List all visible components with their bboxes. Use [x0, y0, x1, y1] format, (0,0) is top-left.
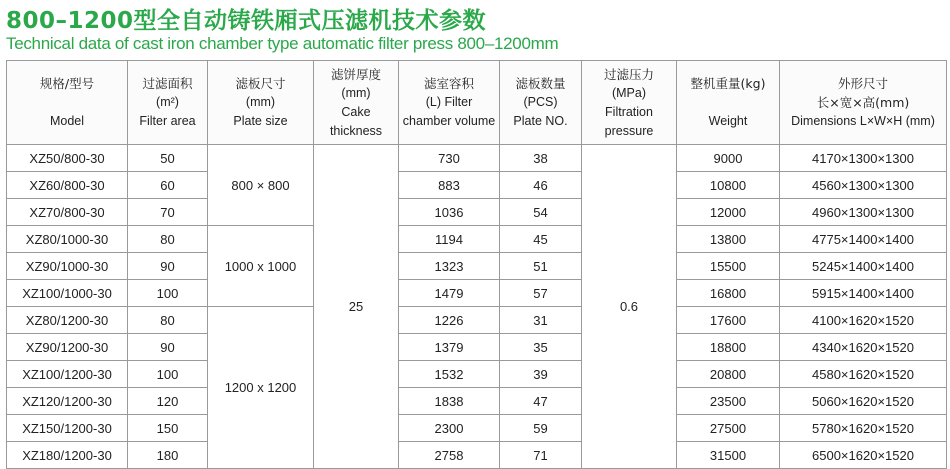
table-row — [7, 307, 947, 334]
cell-weight: 12000 — [677, 199, 780, 226]
header-plate-size: 滤板尺寸 (mm) Plate size — [208, 61, 314, 145]
cell-filter-area: 150 — [128, 415, 208, 442]
cell-dimensions: 5780×1620×1520 — [780, 415, 947, 442]
cell-chamber-volume: 1532 — [399, 361, 500, 388]
table-header-row — [7, 61, 947, 145]
cell-model: XZ120/1200-30 — [7, 388, 128, 415]
header-filtration-pressure: 过滤压力 (MPa) Filtration pressure — [582, 61, 677, 145]
table-row — [7, 253, 947, 280]
cell-weight: 16800 — [677, 280, 780, 307]
table-row — [7, 442, 947, 469]
cell-plate-number: 35 — [500, 334, 582, 361]
cell-model: XZ90/1200-30 — [7, 334, 128, 361]
cell-filter-area: 120 — [128, 388, 208, 415]
cell-filter-area: 50 — [128, 145, 208, 172]
cell-chamber-volume: 1036 — [399, 199, 500, 226]
table-row — [7, 415, 947, 442]
header-plate-number: 滤板数量 (PCS) Plate NO. — [500, 61, 582, 145]
cell-dimensions: 4775×1400×1400 — [780, 226, 947, 253]
cell-chamber-volume: 1323 — [399, 253, 500, 280]
cell-filter-area: 60 — [128, 172, 208, 199]
cell-model: XZ50/800-30 — [7, 145, 128, 172]
cell-model: XZ60/800-30 — [7, 172, 128, 199]
cell-model: XZ70/800-30 — [7, 199, 128, 226]
table-row — [7, 334, 947, 361]
cell-model: XZ80/1200-30 — [7, 307, 128, 334]
cell-model: XZ100/1200-30 — [7, 361, 128, 388]
cell-dimensions: 4580×1620×1520 — [780, 361, 947, 388]
cell-dimensions: 4560×1300×1300 — [780, 172, 947, 199]
header-cake-thickness: 滤饼厚度 (mm) Cake thickness — [314, 61, 399, 145]
cell-filter-area: 180 — [128, 442, 208, 469]
table-row — [7, 145, 947, 172]
table-row — [7, 226, 947, 253]
cell-chamber-volume: 1379 — [399, 334, 500, 361]
cell-model: XZ100/1000-30 — [7, 280, 128, 307]
cell-chamber-volume: 1194 — [399, 226, 500, 253]
cell-chamber-volume: 1838 — [399, 388, 500, 415]
cell-cake-thickness: 25 — [314, 145, 399, 469]
cell-plate-size: 800 × 800 — [208, 145, 314, 226]
page-title-chinese: 800–1200型全自动铸铁厢式压滤机技术参数 — [6, 8, 487, 34]
cell-weight: 9000 — [677, 145, 780, 172]
cell-plate-size: 1000 x 1000 — [208, 226, 314, 307]
cell-weight: 20800 — [677, 361, 780, 388]
cell-plate-number: 39 — [500, 361, 582, 388]
cell-plate-number: 31 — [500, 307, 582, 334]
cell-weight: 27500 — [677, 415, 780, 442]
header-weight: 整机重量(kg) Weight — [677, 61, 780, 145]
table-row — [7, 388, 947, 415]
cell-weight: 17600 — [677, 307, 780, 334]
cell-dimensions: 5245×1400×1400 — [780, 253, 947, 280]
cell-weight: 15500 — [677, 253, 780, 280]
cell-chamber-volume: 883 — [399, 172, 500, 199]
cell-plate-number: 47 — [500, 388, 582, 415]
cell-plate-number: 59 — [500, 415, 582, 442]
cell-dimensions: 5915×1400×1400 — [780, 280, 947, 307]
cell-chamber-volume: 1479 — [399, 280, 500, 307]
cell-filter-area: 80 — [128, 226, 208, 253]
table-body — [7, 145, 947, 469]
cell-plate-number: 38 — [500, 145, 582, 172]
cell-weight: 10800 — [677, 172, 780, 199]
cell-filter-area: 80 — [128, 307, 208, 334]
table-row — [7, 199, 947, 226]
cell-weight: 13800 — [677, 226, 780, 253]
cell-plate-number: 71 — [500, 442, 582, 469]
header-model: 规格/型号 Model — [7, 61, 128, 145]
cell-plate-size: 1200 x 1200 — [208, 307, 314, 469]
cell-filter-area: 100 — [128, 361, 208, 388]
header-dimensions: 外形尺寸 长×宽×高(mm) Dimensions L×W×H (mm) — [780, 61, 947, 145]
cell-weight: 31500 — [677, 442, 780, 469]
cell-dimensions: 6500×1620×1520 — [780, 442, 947, 469]
cell-plate-number: 57 — [500, 280, 582, 307]
cell-model: XZ80/1000-30 — [7, 226, 128, 253]
cell-plate-number: 51 — [500, 253, 582, 280]
table-row — [7, 280, 947, 307]
cell-filter-area: 70 — [128, 199, 208, 226]
header-filter-area: 过滤面积 (m²) Filter area — [128, 61, 208, 145]
cell-dimensions: 4340×1620×1520 — [780, 334, 947, 361]
cell-weight: 23500 — [677, 388, 780, 415]
cell-plate-number: 46 — [500, 172, 582, 199]
table-row — [7, 172, 947, 199]
cell-filtration-pressure: 0.6 — [582, 145, 677, 469]
cell-filter-area: 90 — [128, 334, 208, 361]
cell-filter-area: 90 — [128, 253, 208, 280]
cell-dimensions: 5060×1620×1520 — [780, 388, 947, 415]
cell-plate-number: 54 — [500, 199, 582, 226]
cell-filter-area: 100 — [128, 280, 208, 307]
cell-weight: 18800 — [677, 334, 780, 361]
cell-model: XZ150/1200-30 — [7, 415, 128, 442]
cell-chamber-volume: 1226 — [399, 307, 500, 334]
cell-dimensions: 4100×1620×1520 — [780, 307, 947, 334]
cell-chamber-volume: 2300 — [399, 415, 500, 442]
header-chamber-volume: 滤室容积 (L) Filter chamber volume — [399, 61, 500, 145]
cell-model: XZ180/1200-30 — [7, 442, 128, 469]
table-row — [7, 361, 947, 388]
cell-chamber-volume: 2758 — [399, 442, 500, 469]
cell-dimensions: 4170×1300×1300 — [780, 145, 947, 172]
cell-chamber-volume: 730 — [399, 145, 500, 172]
cell-model: XZ90/1000-30 — [7, 253, 128, 280]
spec-table — [6, 60, 947, 469]
cell-plate-number: 45 — [500, 226, 582, 253]
cell-dimensions: 4960×1300×1300 — [780, 199, 947, 226]
page-title-english: Technical data of cast iron chamber type automatic filter press 800–1200mm — [6, 34, 559, 53]
